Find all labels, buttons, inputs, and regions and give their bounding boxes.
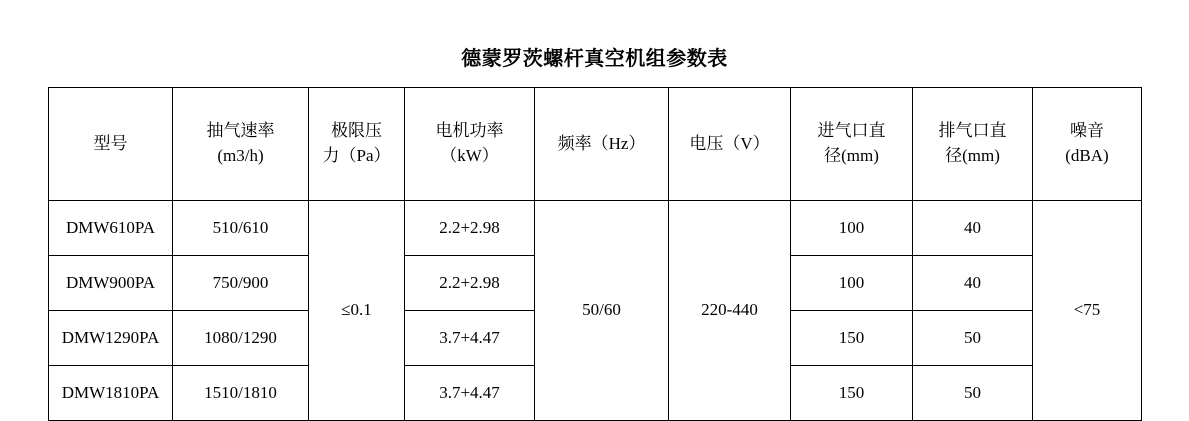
header-inlet-diameter-line-1: 进气口直 bbox=[817, 121, 886, 141]
cell-outlet-diameter: 40 bbox=[913, 256, 1033, 311]
cell-inlet-diameter: 150 bbox=[791, 311, 913, 366]
header-ultimate-pressure bbox=[309, 88, 405, 201]
cell-pumping-speed: 1510/1810 bbox=[173, 366, 309, 421]
cell-outlet-diameter: 40 bbox=[913, 201, 1033, 256]
cell-model: DMW1810PA bbox=[49, 366, 173, 421]
cell-motor-power: 2.2+2.98 bbox=[405, 201, 535, 256]
header-model-line-1: 型号 bbox=[93, 133, 128, 153]
table-header bbox=[49, 88, 1142, 201]
header-pumping-speed-line-2: (m3/h) bbox=[217, 146, 264, 165]
header-motor-power-line-2: （kW） bbox=[440, 146, 499, 165]
cell-outlet-diameter: 50 bbox=[913, 366, 1033, 421]
cell-noise: <75 bbox=[1033, 201, 1142, 421]
cell-pumping-speed: 1080/1290 bbox=[173, 311, 309, 366]
page-title: 德蒙罗茨螺杆真空机组参数表 bbox=[461, 48, 728, 70]
header-pumping-speed bbox=[173, 88, 309, 201]
cell-model: DMW610PA bbox=[49, 201, 173, 256]
header-ultimate-pressure-line-2: 力（Pa） bbox=[322, 146, 391, 165]
cell-motor-power: 3.7+4.47 bbox=[405, 311, 535, 366]
table-body bbox=[49, 201, 1142, 421]
header-row bbox=[49, 88, 1142, 201]
header-motor-power-line-1: 电机功率 bbox=[435, 121, 504, 141]
cell-ultimate-pressure: ≤0.1 bbox=[309, 201, 405, 421]
header-outlet-diameter-line-1: 排气口直 bbox=[938, 121, 1007, 141]
header-outlet-diameter-line-2: 径(mm) bbox=[945, 146, 1000, 165]
header-pumping-speed-line-1: 抽气速率 bbox=[206, 121, 275, 141]
table-container bbox=[0, 87, 1189, 421]
cell-inlet-diameter: 100 bbox=[791, 201, 913, 256]
cell-pumping-speed: 510/610 bbox=[173, 201, 309, 256]
header-noise bbox=[1033, 88, 1142, 201]
header-noise-line-1: 噪音 bbox=[1070, 121, 1104, 141]
header-motor-power bbox=[405, 88, 535, 201]
cell-outlet-diameter: 50 bbox=[913, 311, 1033, 366]
cell-model: DMW1290PA bbox=[49, 311, 173, 366]
header-inlet-diameter-line-2: 径(mm) bbox=[824, 146, 879, 165]
header-ultimate-pressure-line-1: 极限压 bbox=[331, 121, 382, 141]
header-voltage-line-1: 电压（V） bbox=[689, 133, 770, 153]
cell-model: DMW900PA bbox=[49, 256, 173, 311]
parameters-table bbox=[48, 87, 1142, 421]
table-row bbox=[49, 201, 1142, 256]
header-frequency-line-1: 频率（Hz） bbox=[557, 133, 646, 153]
cell-motor-power: 2.2+2.98 bbox=[405, 256, 535, 311]
header-voltage bbox=[669, 88, 791, 201]
cell-motor-power: 3.7+4.47 bbox=[405, 366, 535, 421]
cell-voltage: 220-440 bbox=[669, 201, 791, 421]
header-model bbox=[49, 88, 173, 201]
header-noise-line-2: (dBA) bbox=[1065, 146, 1109, 165]
header-outlet-diameter bbox=[913, 88, 1033, 201]
header-frequency bbox=[535, 88, 669, 201]
cell-inlet-diameter: 150 bbox=[791, 366, 913, 421]
cell-frequency: 50/60 bbox=[535, 201, 669, 421]
cell-inlet-diameter: 100 bbox=[791, 256, 913, 311]
header-inlet-diameter bbox=[791, 88, 913, 201]
cell-pumping-speed: 750/900 bbox=[173, 256, 309, 311]
